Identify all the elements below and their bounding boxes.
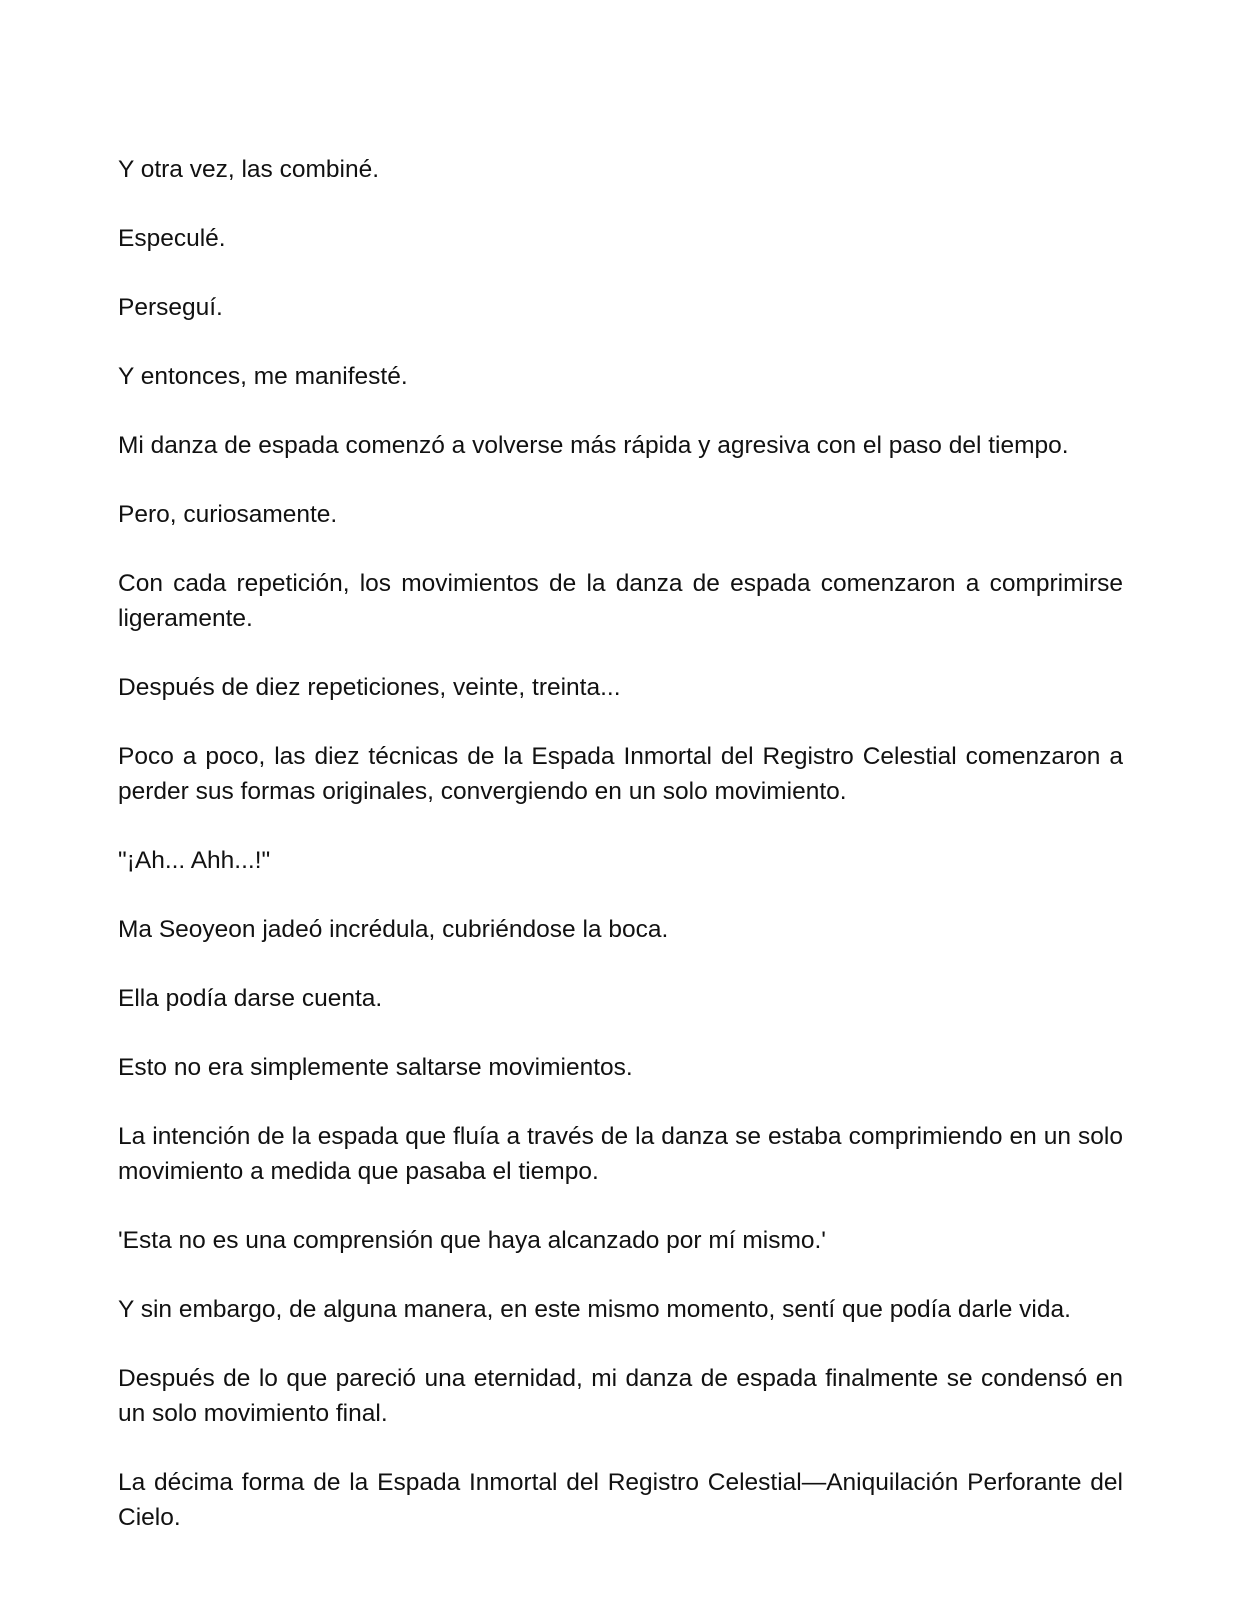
paragraph: "¡Ah... Ahh...!" bbox=[118, 847, 271, 874]
paragraph: Con cada repetición, los movimientos de la danza de espada comenzaron a comprimirse ligeramente. bbox=[118, 570, 1123, 632]
paragraph: Y otra vez, las combiné. bbox=[118, 156, 380, 183]
paragraph: La intención de la espada que fluía a través de la danza se estaba comprimiendo en un solo movimiento a medida que pasaba el tiempo. bbox=[118, 1123, 1123, 1185]
paragraph: Especulé. bbox=[118, 225, 226, 252]
paragraph: 'Esta no es una comprensión que haya alcanzado por mí mismo.' bbox=[118, 1227, 826, 1254]
paragraph: Y entonces, me manifesté. bbox=[118, 363, 408, 390]
paragraph: Perseguí. bbox=[118, 294, 223, 321]
paragraph: Mi danza de espada comenzó a volverse más rápida y agresiva con el paso del tiempo. bbox=[118, 432, 1069, 459]
body-text bbox=[118, 152, 1123, 1569]
paragraph: Pero, curiosamente. bbox=[118, 501, 338, 528]
paragraph: La décima forma de la Espada Inmortal del Registro Celestial—Aniquilación Perforante del Cielo. bbox=[118, 1469, 1123, 1531]
paragraph: Ma Seoyeon jadeó incrédula, cubriéndose la boca. bbox=[118, 916, 669, 943]
paragraph: Esto no era simplemente saltarse movimientos. bbox=[118, 1054, 633, 1081]
paragraph: Después de diez repeticiones, veinte, treinta... bbox=[118, 674, 621, 701]
paragraph: Ella podía darse cuenta. bbox=[118, 985, 383, 1012]
paragraph: Después de lo que pareció una eternidad, mi danza de espada finalmente se condensó en un solo movimiento final. bbox=[118, 1365, 1123, 1427]
paragraph: Y sin embargo, de alguna manera, en este mismo momento, sentí que podía darle vida. bbox=[118, 1296, 1071, 1323]
paragraph: Poco a poco, las diez técnicas de la Espada Inmortal del Registro Celestial comenzaron a perder sus formas originales, convergiendo en un solo movimiento. bbox=[118, 743, 1123, 805]
